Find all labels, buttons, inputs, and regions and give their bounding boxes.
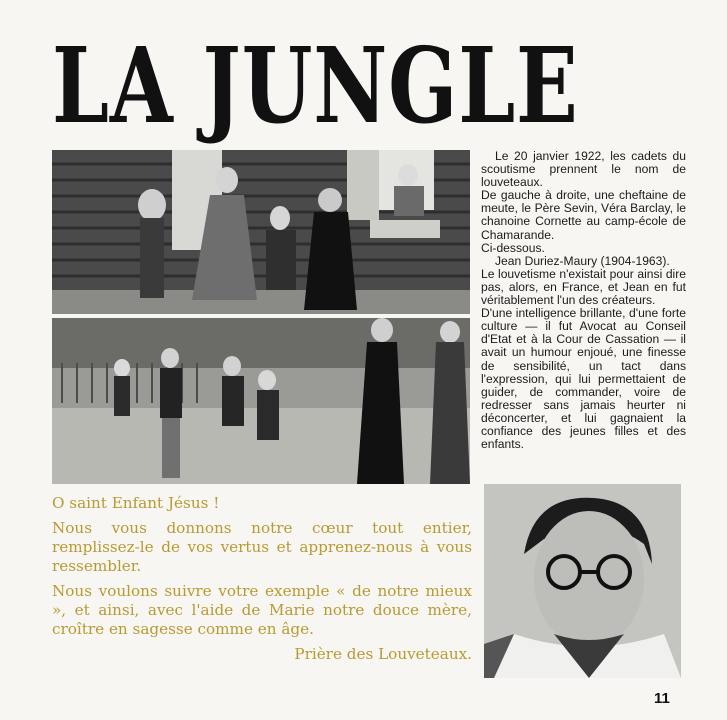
photo-caption (481, 150, 686, 451)
caption-portrait-name: Jean Duriez-Maury (1904-1963). (495, 253, 670, 268)
prayer-verse-heart: Nous vous donnons notre cœur tout entier, remplissez-le de vos vertus et apprenez-nous à vous ressembler. (52, 519, 472, 575)
photo-louveteaux-salute (52, 318, 470, 484)
prayer-signature: Prière des Louveteaux. (294, 645, 472, 663)
prayer-invocation: O saint Enfant Jésus ! (52, 494, 220, 512)
photo-portrait-duriez-maury (484, 484, 681, 678)
caption-intro: Le 20 janvier 1922, les cadets du scoutisme prennent le nom de louveteaux. (481, 149, 686, 190)
page-title: LA JUNGLE (52, 24, 579, 147)
louveteaux-prayer (52, 494, 472, 670)
caption-biography: D'une intelligence brillante, d'une forte culture — il fut Avocat au Conseil d'Etat et à la Cour de Cassation — il avait un humour enjoué, une finesse de sensibilité, un tact dans l'expression, qui lui permettaient de guider, de commander, voire de redresser sans jamais heurter ni déconcerter, et lui gagnaient la confiance des jeunes filles et des enfants. (481, 306, 686, 452)
caption-louvetisme: Le louvetisme n'existait pour ainsi dire pas, alors, en France, et Jean en fut véritablement l'un des créateurs. (481, 266, 686, 308)
caption-below: Ci-dessous. (481, 240, 545, 255)
photo-camp-leaders (52, 150, 470, 314)
caption-people: De gauche à droite, une cheftaine de meute, le Père Sevin, Véra Barclay, le chanoine Cornette au camp-école de Chamarande. (481, 188, 686, 242)
page-number: 11 (654, 690, 670, 707)
prayer-verse-example: Nous voulons suivre votre exemple « de notre mieux », et ainsi, avec l'aide de Marie notre douce mère, croître en sagesse comme en âge. (52, 582, 472, 638)
